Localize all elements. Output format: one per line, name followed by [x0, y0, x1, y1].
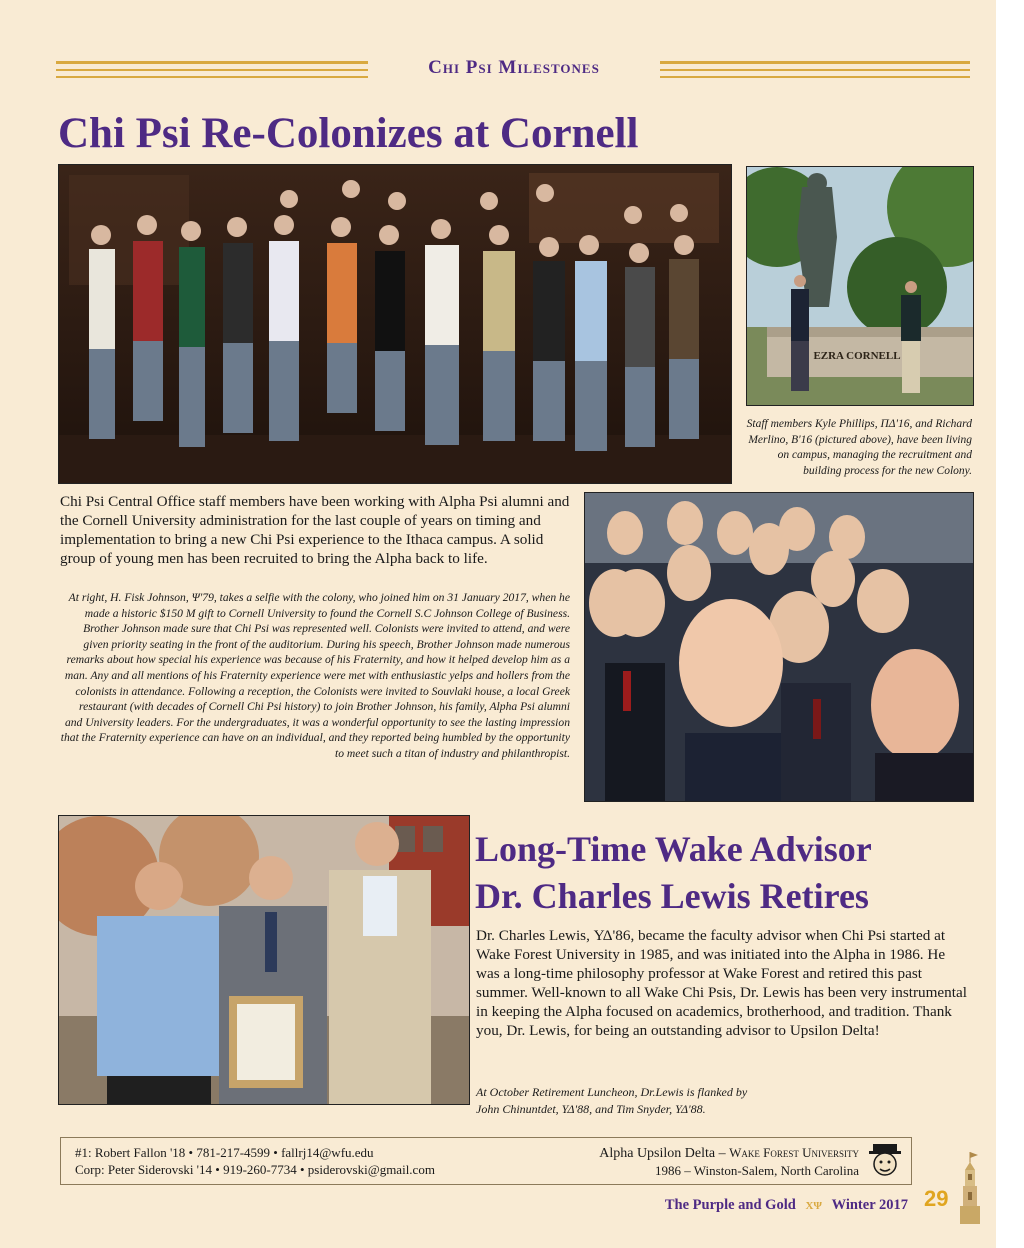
publication-name: The Purple and Gold	[664, 1197, 796, 1213]
deacon-mascot-icon	[865, 1142, 905, 1180]
article2-caption	[476, 1084, 956, 1118]
wake-retirement-photo	[58, 815, 470, 1105]
selfie-caption: At right, H. Fisk Johnson, Ψ'79, takes a selfie with the colony, who joined him on 31 January 2017, when he made a historic $150 M gift to Cornell University to found the Cornell S.C Johnson College of Business. Brother Johnson made sure that Chi Psi was represented well. Colonists were invited to attend, and were given priority seating in the front of the auditorium. During his speech, Brother Johnson made numerous remarks about how special his experience was because of his Fraternity, and how it helped develop him as a man. Any and all mentions of his Fraternity experience were met with enthusiastic yelps and hollers from the colonists in attendance. Following a reception, the Colonists were invited to Souvlaki house, a local Greek restaurant (with decades of Cornell Chi Psi history) to join Brother Johnson, his family, Alpha Psi alumni and University leaders. For the undergraduates, it was a wonderful opportunity to see the lasting impression that the Fraternity experience can have on an individual, and they reported being humbled by the opportunity to meet such a titan of industry and philanthropist.	[60, 591, 570, 760]
ezra-cornell-statue-photo	[746, 166, 974, 406]
wake-image	[59, 816, 469, 1104]
article1-body: Chi Psi Central Office staff members have been working with Alpha Psi alumni and the Cornell University administration for the last couple of years on timing and implementation to bring a new Chi Psi experience to the Ithaca campus. A solid group of young men has been recruited to bring the Alpha back to life.	[60, 493, 570, 567]
chi-psi-logo-icon: ΧΨ	[805, 1200, 822, 1212]
colony-group-photo	[58, 164, 732, 484]
selfie-image	[585, 493, 973, 801]
article2-body: Dr. Charles Lewis, ΥΔ'86, became the faculty advisor when Chi Psi started at Wake Forest University in 1985, and was initiated into the Alpha in 1986. He was a long-time philosophy professor at Wake Forest and retired this past summer. Well-known to all Wake Chi Psis, Dr. Lewis has been very instrumental in keeping the Alpha focused on academics, brotherhood, and tradition. Thank you, Dr. Lewis, for being an outstanding advisor to Upsilon Delta!	[476, 927, 967, 1039]
chapter-name-line	[599, 1144, 859, 1163]
statue-plaque-text: EZRA CORNELL	[813, 350, 901, 362]
chapter-contact-box	[60, 1137, 912, 1185]
article2-caption-line1: At October Retirement Luncheon, Dr.Lewis is flanked by	[476, 1085, 748, 1099]
article1-headline: Chi Psi Re-Colonizes at Cornell	[58, 110, 639, 157]
article2-caption-line2: John Chinuntdet, ΥΔ'88, and Tim Snyder, ΥΔ'88.	[476, 1102, 706, 1116]
publication-line	[600, 1197, 908, 1214]
article2-headline-line2: Dr. Charles Lewis Retires	[475, 876, 869, 916]
chapter-founded: 1986 – Winston-Salem, North Carolina	[655, 1163, 859, 1178]
tower-icon	[956, 1150, 984, 1226]
colony-group-image	[59, 165, 731, 483]
section-title: Chi Psi Milestones	[368, 57, 660, 79]
university-name: Wake Forest University	[729, 1145, 859, 1160]
selfie-photo	[584, 492, 974, 802]
chapter-dash: –	[715, 1146, 730, 1161]
statue-caption: Staff members Kyle Phillips, ΠΔ'16, and Richard Merlino, B'16 (pictured above), have been living on campus, managing the recruitment and building process for the new Colony.	[746, 418, 972, 477]
statue-image	[747, 167, 973, 405]
page-number: 29	[924, 1186, 949, 1211]
contact-president: #1: Robert Fallon '18 • 781-217-4599 • fallrj14@wfu.edu	[75, 1145, 374, 1160]
article2-headline-line1: Long-Time Wake Advisor	[475, 829, 872, 869]
contact-corp: Corp: Peter Siderovski '14 • 919-260-7734 • psiderovski@gmail.com	[75, 1162, 435, 1177]
issue-label: Winter 2017	[831, 1197, 908, 1213]
chapter-name: Alpha Upsilon Delta	[599, 1146, 716, 1161]
